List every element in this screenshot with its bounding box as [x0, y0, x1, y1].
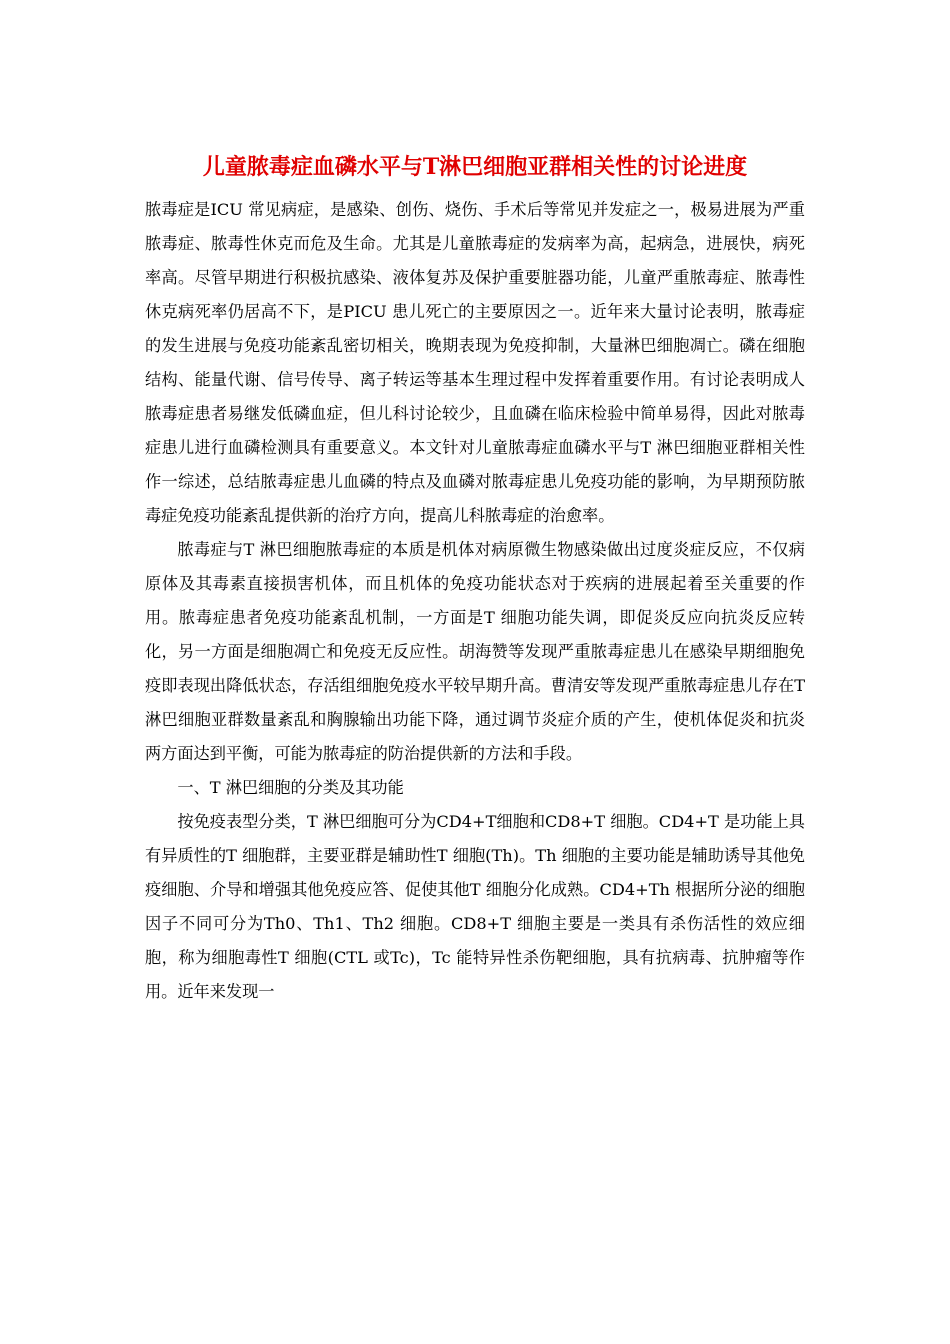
- paragraph-sepsis-t-cells: 脓毒症与T 淋巴细胞脓毒症的本质是机体对病原微生物感染做出过度炎症反应，不仅病原体及其毒素直接损害机体，而且机体的免疫功能状态对于疾病的进展起着至关重要的作用。脓毒症患者免疫功能紊乱机制，一方面是T 细胞功能失调，即促炎反应向抗炎反应转化，另一方面是细胞凋亡和免疫无反应性。胡海赞等发现严重脓毒症患儿在感染早期细胞免疫即表现出降低状态，存活组细胞免疫水平较早期升高。曹清安等发现严重脓毒症患儿存在T 淋巴细胞亚群数量紊乱和胸腺输出功能下降，通过调节炎症介质的产生，使机体促炎和抗炎两方面达到平衡，可能为脓毒症的防治提供新的方法和手段。: [145, 540, 805, 763]
- document-title: 儿童脓毒症血磷水平与T淋巴细胞亚群相关性的讨论进度: [202, 154, 748, 180]
- paragraph-intro: 脓毒症是ICU 常见病症，是感染、创伤、烧伤、手术后等常见并发症之一，极易进展为严重脓毒症、脓毒性休克而危及生命。尤其是儿童脓毒症的发病率为高，起病急，进展快，病死率高。尽管早期进行积极抗感染、液体复苏及保护重要脏器功能，儿童严重脓毒症、脓毒性休克病死率仍居高不下，是PICU 患儿死亡的主要原因之一。近年来大量讨论表明，脓毒症的发生进展与免疫功能紊乱密切相关，晚期表现为免疫抑制，大量淋巴细胞凋亡。磷在细胞结构、能量代谢、信号传导、离子转运等基本生理过程中发挥着重要作用。有讨论表明成人脓毒症患者易继发低磷血症，但儿科讨论较少，且血磷在临床检验中简单易得，因此对脓毒症患儿进行血磷检测具有重要意义。本文针对儿童脓毒症血磷水平与T 淋巴细胞亚群相关性作一综述，总结脓毒症患儿血磷的特点及血磷对脓毒症患儿免疫功能的影响，为早期预防脓毒症免疫功能紊乱提供新的治疗方向，提高儿科脓毒症的治愈率。: [145, 200, 805, 525]
- section-heading: 一、T 淋巴细胞的分类及其功能: [177, 778, 404, 797]
- document-body: [145, 193, 805, 1009]
- paragraph-t-cell-classification: 按免疫表型分类，T 淋巴细胞可分为CD4+T细胞和CD8+T 细胞。CD4+T 是功能上具有异质性的T 细胞群，主要亚群是辅助性T 细胞(Th)。Th 细胞的主要功能是辅助诱导其他免疫细胞、介导和增强其他免疫应答、促使其他T 细胞分化成熟。CD4+Th 根据所分泌的细胞因子不同可分为Th0、Th1、Th2 细胞。CD8+T 细胞主要是一类具有杀伤活性的效应细胞，称为细胞毒性T 细胞(CTL 或Tc)，Tc 能特异性杀伤靶细胞，具有抗病毒、抗肿瘤等作用。近年来发现一: [145, 812, 805, 1001]
